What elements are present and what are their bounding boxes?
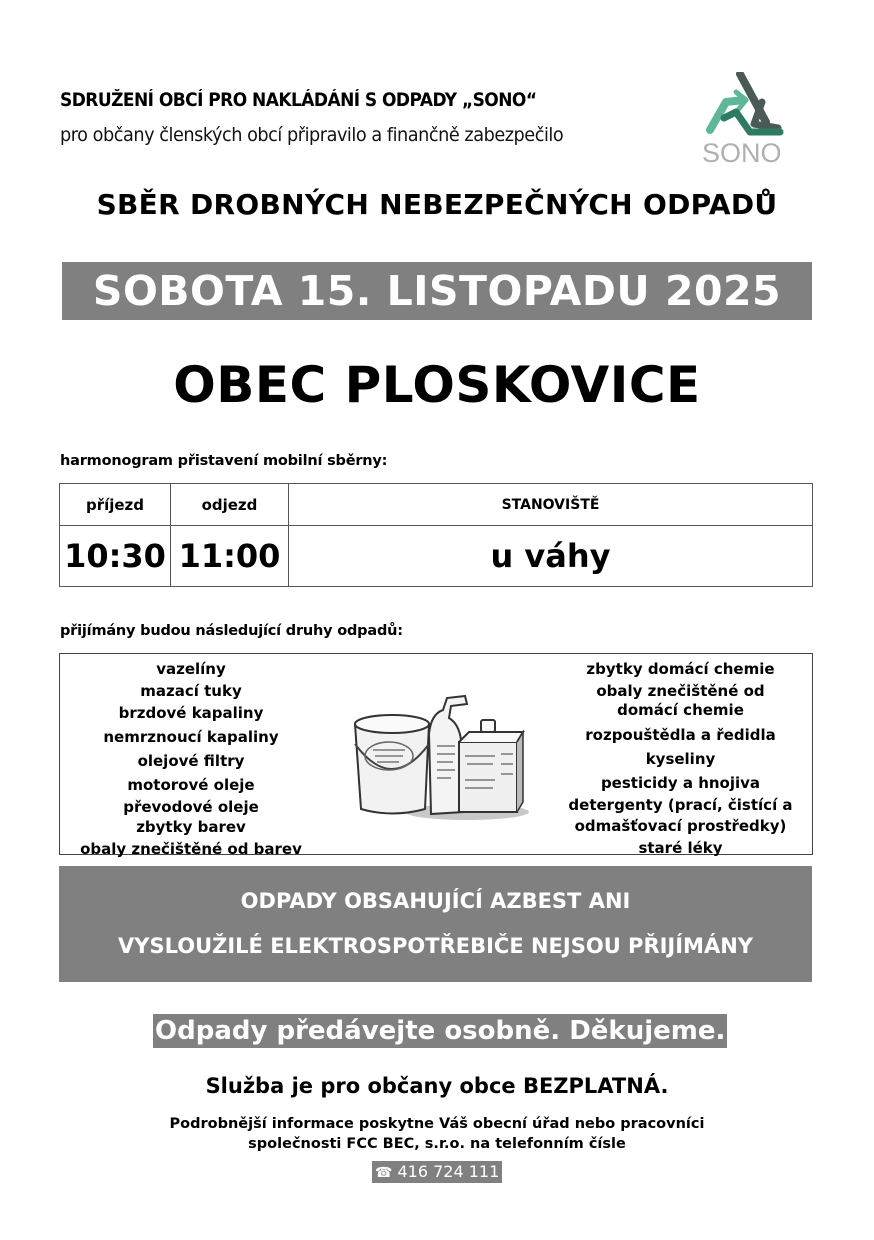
organization-subtitle: pro občany členských obcí připravilo a finančně zabezpečilo (60, 124, 564, 146)
header-departure: odjezd (171, 484, 289, 526)
list-item: vazelíny (156, 660, 226, 678)
list-item: olejové filtry (137, 751, 245, 770)
free-service-note: Služba je pro občany obce BEZPLATNÁ. (205, 1074, 669, 1098)
list-item: obaly znečištěné od barev (80, 839, 302, 858)
organization-name: SDRUŽENÍ OBCÍ PRO NAKLÁDÁNÍ S ODPADY „SONO“ (60, 90, 537, 111)
schedule-header-row (60, 484, 813, 526)
list-item: zbytky barev (136, 818, 246, 837)
contact-info-line-1: Podrobnější informace poskytne Váš obecní úřad nebo pracovníci (169, 1116, 705, 1132)
list-item: motorové oleje (127, 776, 255, 795)
list-item: rozpouštědla a ředidla (585, 725, 776, 744)
list-item: převodové oleje (123, 798, 259, 817)
thanks-banner: Odpady předávejte osobně. Děkujeme. (155, 1016, 726, 1046)
list-item: zbytky domácí chemie (586, 660, 775, 678)
page-title: SBĚR DROBNÝCH NEBEZPEČNÝCH ODPADŮ (96, 188, 778, 221)
logo-text: SONO (702, 138, 782, 168)
sono-arrows-logo-icon (700, 72, 788, 142)
date-banner: SOBOTA 15. LISTOPADU 2025 (62, 262, 812, 320)
list-item: staré léky (638, 838, 723, 857)
list-item: pesticidy a hnojiva (600, 774, 761, 793)
arrival-time: 10:30 (60, 526, 171, 587)
location: u váhy (289, 526, 813, 587)
warning-line-1: ODPADY OBSAHUJÍCÍ AZBEST ANI (240, 889, 631, 913)
header-location: STANOVIŠTĚ (289, 484, 813, 526)
phone-number-badge (372, 1161, 502, 1183)
contact-info-line-2: společnosti FCC BEC, s.r.o. na telefonním čísle (248, 1136, 626, 1152)
table-row (60, 526, 813, 587)
departure-time: 11:00 (171, 526, 289, 587)
list-item: nemrznoucí kapaliny (103, 727, 279, 746)
list-item: mazací tuky (140, 682, 242, 701)
warning-line-2: VYSLOUŽILÉ ELEKTROSPOTŘEBIČE NEJSOU PŘIJÍMÁNY (118, 934, 753, 958)
waste-list-right (548, 658, 813, 859)
waste-list-left (60, 658, 322, 860)
municipality-name: OBEC PLOSKOVICE (173, 356, 701, 414)
phone-number: 416 724 111 (397, 1162, 500, 1181)
list-item: kyseliny (645, 749, 716, 768)
telephone-icon: ☎ (375, 1165, 393, 1181)
list-item: domácí chemie (617, 701, 744, 720)
accepted-waste-label: přijímány budou následující druhy odpadů: (60, 623, 403, 639)
sono-logo (700, 72, 788, 172)
chemical-containers-illustration (347, 684, 532, 824)
schedule-table (59, 483, 813, 587)
list-item: brzdové kapaliny (118, 704, 264, 723)
list-item: detergenty (prací, čistící a (568, 796, 793, 815)
contact-info (0, 1114, 874, 1154)
accepted-waste-box (59, 653, 813, 858)
list-item: obaly znečištěné od (596, 682, 765, 701)
warning-banner (59, 866, 812, 982)
list-item: odmašťovací prostředky) (574, 817, 787, 836)
schedule-label: harmonogram přistavení mobilní sběrny: (60, 453, 388, 469)
header-arrival: příjezd (60, 484, 171, 526)
